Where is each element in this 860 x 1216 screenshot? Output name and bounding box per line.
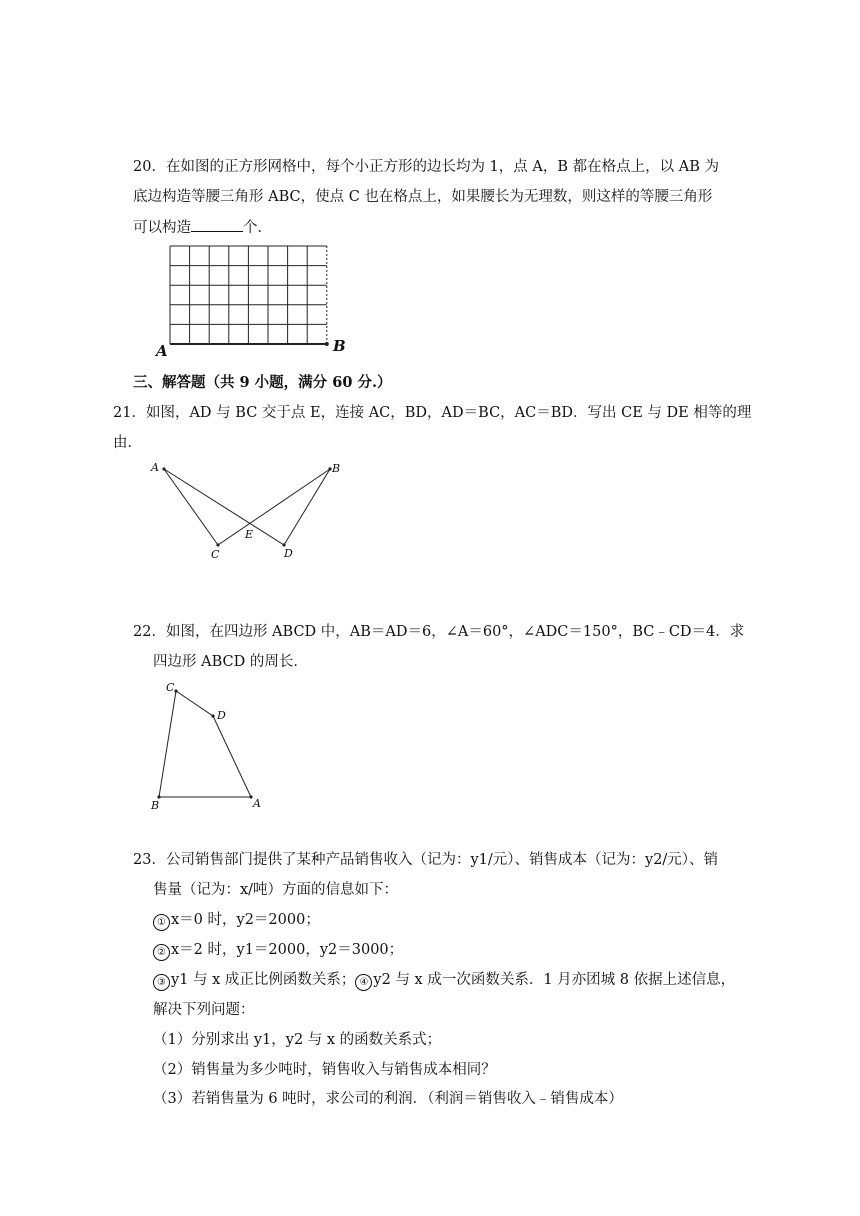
q22-label-a: A	[253, 797, 261, 810]
q23-solve-line: 解决下列问题：	[153, 1002, 255, 1018]
circled-number-3: ③	[153, 974, 170, 991]
circled-number-4: ④	[355, 974, 372, 991]
q23-item-3-text: y1 与 x 成正比例函数关系；	[171, 972, 356, 988]
q23-item-4-text: y2 与 x 成一次函数关系．1 月亦团城 8 依据上述信息，	[373, 972, 736, 988]
q23-sub-3: （3）若销售量为 6 吨时，求公司的利润．（利润＝销售收入﹣销售成本）	[153, 1091, 623, 1107]
q20-grid-figure	[150, 240, 360, 360]
q23-line-2: 售量（记为：x/吨）方面的信息如下：	[153, 882, 399, 898]
q21-label-d: D	[284, 547, 293, 560]
q23-item-3	[153, 970, 735, 991]
q21-line-1: 21．如图，AD 与 BC 交于点 E，连接 AC，BD，AD＝BC，AC＝BD．写出 CE 与 DE 相等的理	[113, 405, 752, 421]
q20-line-2: 底边构造等腰三角形 ABC，使点 C 也在格点上，如果腰长为无理数，则这样的等腰三角形	[133, 189, 713, 205]
q21-label-c: C	[211, 548, 220, 561]
q23-item-2	[153, 940, 403, 961]
section-heading: 三、解答题（共 9 小题，满分 60 分.）	[133, 374, 392, 391]
q20-line-1: 20．在如图的正方形网格中，每个小正方形的边长均为 1，点 A，B 都在格点上，以 AB 为	[133, 159, 719, 175]
q20-line-3-text: 可以构造	[133, 220, 191, 236]
q22-figure	[145, 678, 275, 810]
circled-number-1: ①	[153, 914, 170, 931]
circled-number-2: ②	[153, 944, 170, 961]
q23-item-1	[153, 910, 320, 931]
q21-line-2: 由．	[113, 435, 142, 451]
q23-sub-1: （1）分别求出 y1，y2 与 x 的函数关系式；	[153, 1032, 442, 1048]
q22-label-b: B	[151, 799, 160, 810]
q21-figure	[148, 458, 353, 568]
q22-label-d: D	[217, 709, 226, 722]
q20-label-a: A	[156, 342, 168, 360]
q20-label-b: B	[333, 337, 346, 355]
q21-label-a: A	[151, 461, 159, 474]
q22-line-2: 四边形 ABCD 的周长．	[153, 654, 308, 670]
q23-item-2-text: x＝2 时，y1＝2000，y2＝3000；	[171, 942, 404, 958]
q23-item-1-text: x＝0 时，y2＝2000；	[171, 912, 320, 928]
q21-label-b: B	[332, 462, 341, 475]
q23-sub-2: （2）销售量为多少吨时，销售收入与销售成本相同？	[153, 1062, 496, 1078]
q22-label-c: C	[166, 681, 175, 694]
q23-line-1: 23．公司销售部门提供了某种产品销售收入（记为：y1/元）、销售成本（记为：y2/元）、销	[133, 852, 719, 868]
q21-label-e: E	[245, 528, 254, 541]
q22-line-1: 22．如图，在四边形 ABCD 中，AB＝AD＝6，∠A＝60°，∠ADC＝150°，BC﹣CD＝4．求	[133, 624, 745, 640]
q20-line-3-suffix: 个．	[243, 220, 272, 236]
answer-blank	[191, 217, 243, 232]
q20-line-3	[133, 217, 272, 238]
